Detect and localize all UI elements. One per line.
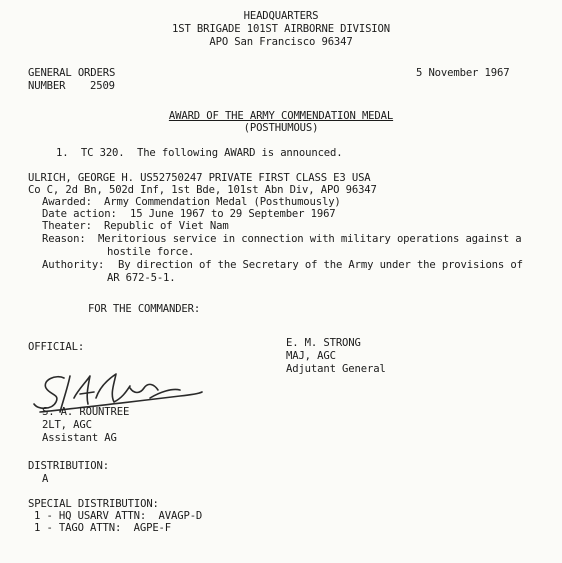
reason-line-2: hostile force. (107, 246, 195, 258)
authority-line-1: By direction of the Secretary of the Army under the provisions of (118, 259, 523, 271)
adjutant-rank: MAJ, AGC (286, 350, 336, 362)
special-distribution-line-2: 1 - TAGO ATTN: AGPE-F (34, 522, 172, 534)
number-label: NUMBER (28, 80, 66, 92)
header-line-1: HEADQUARTERS (243, 10, 319, 22)
general-orders-label: GENERAL ORDERS (28, 67, 116, 79)
official-label: OFFICIAL: (28, 341, 85, 353)
adjutant-title: Adjutant General (286, 363, 386, 375)
header-line-3: APO San Francisco 96347 (209, 36, 353, 48)
recipient-line-1: ULRICH, GEORGE H. US52750247 PRIVATE FIRST CLASS E3 USA (28, 172, 371, 184)
signer-name: S. A. ROUNTREE (42, 406, 130, 418)
distribution-label: DISTRIBUTION: (28, 460, 109, 472)
recipient-line-2: Co C, 2d Bn, 502d Inf, 1st Bde, 101st Abn Div, APO 96347 (28, 184, 377, 196)
distribution-value: A (42, 473, 49, 485)
adjutant-name: E. M. STRONG (286, 337, 361, 349)
signer-rank: 2LT, AGC (42, 419, 92, 431)
award-subtitle: (POSTHUMOUS) (243, 122, 319, 134)
date-action-value: 15 June 1967 to 29 September 1967 (130, 208, 336, 220)
reason-label: Reason: (42, 233, 86, 245)
awarded-value: Army Commendation Medal (Posthumously) (104, 196, 341, 208)
award-title: AWARD OF THE ARMY COMMENDATION MEDAL (168, 110, 394, 122)
awarded-label: Awarded: (42, 196, 92, 208)
paragraph-1: 1. TC 320. The following AWARD is announced. (56, 147, 343, 159)
theater-label: Theater: (42, 220, 92, 232)
theater-value: Republic of Viet Nam (104, 220, 229, 232)
authority-line-2: AR 672-5-1. (107, 272, 176, 284)
order-date: 5 November 1967 (416, 67, 510, 79)
special-distribution-line-1: 1 - HQ USARV ATTN: AVAGP-D (34, 510, 203, 522)
for-the-commander: FOR THE COMMANDER: (88, 303, 201, 315)
header-line-2: 1ST BRIGADE 101ST AIRBORNE DIVISION (172, 23, 390, 35)
date-action-label: Date action: (42, 208, 117, 220)
signer-title: Assistant AG (42, 432, 117, 444)
order-number: 2509 (90, 80, 115, 92)
reason-line-1: Meritorious service in connection with military operations against a (98, 233, 522, 245)
special-distribution-label: SPECIAL DISTRIBUTION: (28, 498, 159, 510)
authority-label: Authority: (42, 259, 105, 271)
